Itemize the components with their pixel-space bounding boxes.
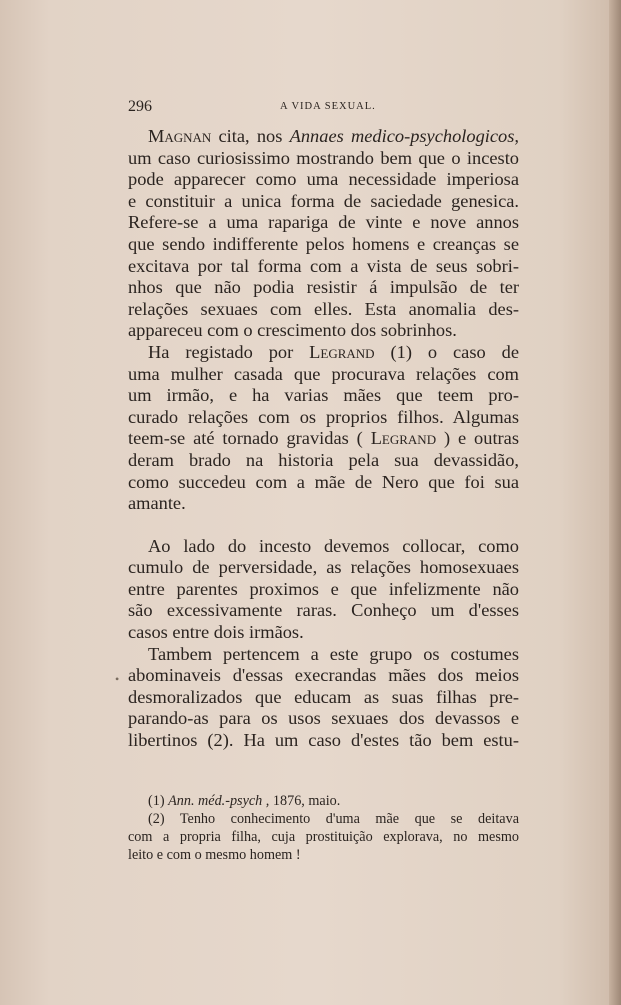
page-number: 296 bbox=[128, 98, 152, 115]
text-line: teem-se até tornado gravidas ( Legrand ) e outras bbox=[128, 428, 519, 449]
text-line: casos entre dois irmãos. bbox=[128, 622, 304, 643]
section-break bbox=[128, 515, 519, 536]
text-line: entre parentes proximos e que infelizmente não bbox=[128, 578, 519, 599]
text-line: um caso curiosissimo mostrando bem que o incesto bbox=[128, 147, 519, 168]
text-line: um irmão, e ha varias mães que teem pro- bbox=[128, 385, 519, 406]
footnote-1: (1) Ann. méd.-psych , 1876, maio. bbox=[148, 793, 341, 809]
page-edge-shadow bbox=[609, 0, 621, 1005]
text-line: uma mulher casada que procurava relações com bbox=[128, 363, 519, 384]
text-line: relações sexuaes com elles. Esta anomalia des- bbox=[128, 298, 519, 319]
text-line: Ao lado do incesto devemos collocar, como bbox=[148, 535, 519, 556]
margin-dot: • bbox=[115, 672, 120, 686]
text-line: excitava por tal forma com a vista de seus sobri- bbox=[128, 255, 519, 276]
footnote-2-line: com a propria filha, cuja prostituição explorava, no mesmo bbox=[128, 829, 519, 845]
running-title: A VIDA SEXUAL. bbox=[280, 101, 376, 112]
text-line: são excessivamente raras. Conheço um d'esses bbox=[128, 600, 519, 621]
text-line: Tambem pertencem a este grupo os costumes bbox=[148, 643, 519, 664]
text-line: curado relações com os proprios filhos. Algumas bbox=[128, 406, 519, 427]
text-line: Ha registado por Legrand (1) o caso de bbox=[148, 341, 519, 362]
text-line: e constituir a unica forma de saciedade genesica. bbox=[128, 190, 519, 211]
text-line: abominaveis d'essas execrandas mães dos meios bbox=[128, 665, 519, 686]
text-line: como succedeu com a mãe de Nero que foi sua bbox=[128, 471, 519, 492]
running-header bbox=[128, 98, 519, 118]
text-line: libertinos (2). Ha um caso d'estes tão bem estu- bbox=[128, 730, 519, 751]
body-text bbox=[128, 126, 519, 752]
text-line: nhos que não podia resistir á impulsão de ter bbox=[128, 277, 519, 298]
footnote-2-line: leito e com o mesmo homem ! bbox=[128, 847, 301, 863]
text-line: desmoralizados que educam as suas filhas pre- bbox=[128, 686, 519, 707]
text-line: amante. bbox=[128, 493, 186, 514]
text-line: deram brado na historia pela sua devassidão, bbox=[128, 449, 519, 470]
text-line: pode apparecer como uma necessidade imperiosa bbox=[128, 169, 519, 190]
text-line: que sendo indifferente pelos homens e creanças se bbox=[128, 233, 519, 254]
text-line: Magnan cita, nos Annaes medico-psychologicos, bbox=[148, 126, 519, 146]
text-line: Refere-se a uma rapariga de vinte e nove annos bbox=[128, 212, 519, 233]
text-line: parando-as para os usos sexuaes dos devassos e bbox=[128, 708, 519, 729]
text-line: cumulo de perversidade, as relações homosexuaes bbox=[128, 557, 519, 578]
text-line: appareceu com o crescimento dos sobrinhos. bbox=[128, 320, 457, 341]
footnotes bbox=[128, 792, 519, 864]
footnote-2-line: (2) Tenho conhecimento d'uma mãe que se deitava bbox=[148, 811, 519, 827]
